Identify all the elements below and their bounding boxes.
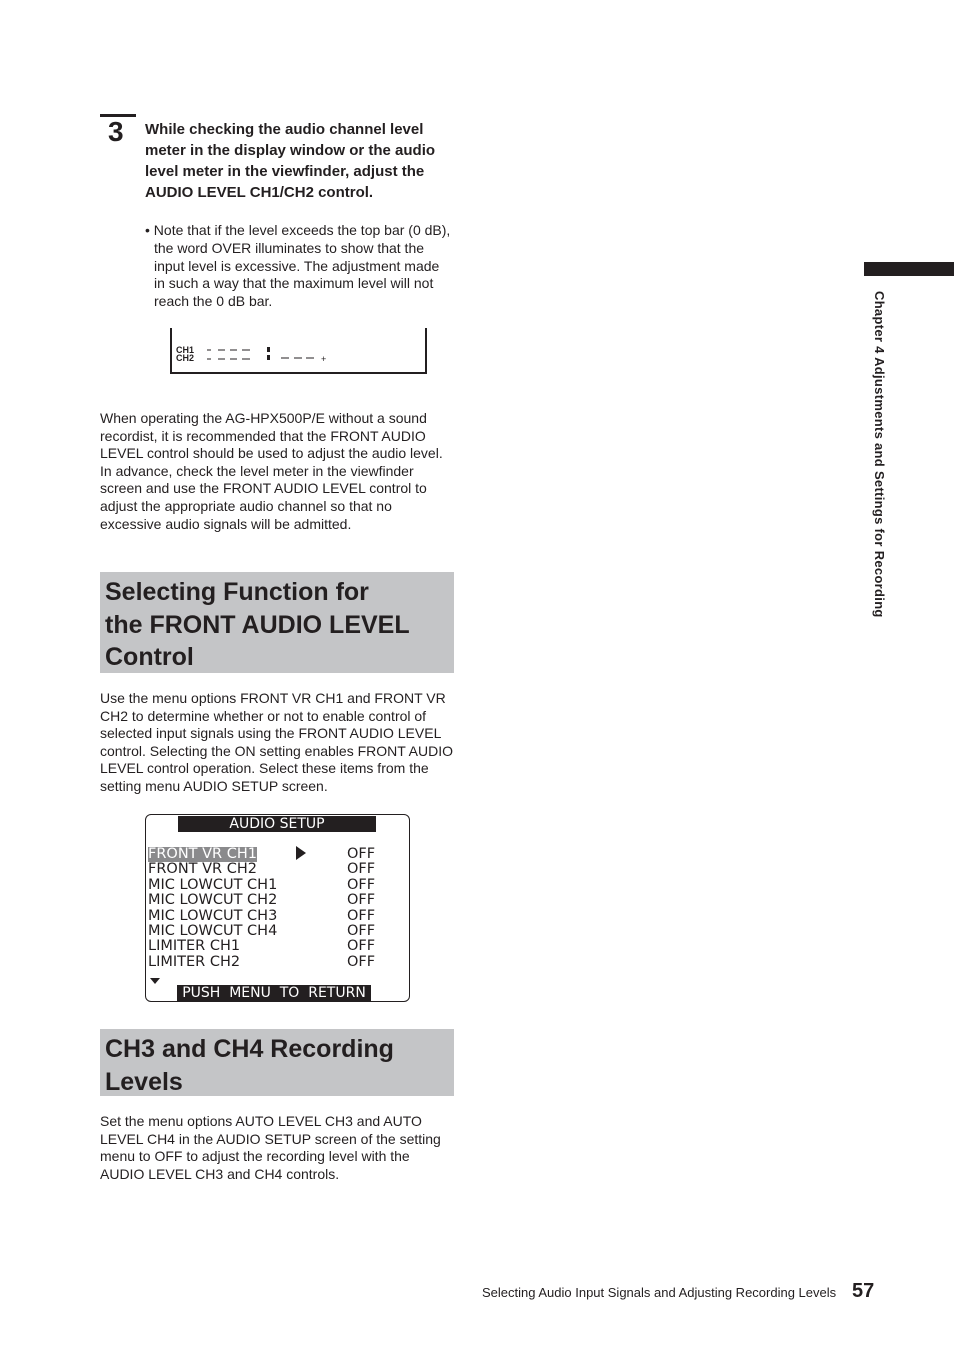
scroll-down-icon	[150, 978, 160, 984]
meter-ch1-label: CH1	[176, 345, 195, 355]
menu-item-label: MIC LOWCUT CH1	[148, 876, 278, 893]
menu-row[interactable]	[148, 939, 403, 954]
section2-title	[105, 1033, 449, 1098]
menu-item-value: OFF	[347, 846, 376, 862]
menu-item-label: MIC LOWCUT CH3	[148, 907, 278, 924]
menu-item-value: OFF	[347, 892, 376, 909]
menu-item-label: FRONT VR CH2	[148, 861, 257, 878]
menu-row[interactable]	[148, 893, 403, 908]
section-heading-ch3-ch4	[100, 1029, 454, 1096]
menu-row[interactable]	[148, 878, 403, 893]
meter-plus-mark: +	[321, 354, 327, 364]
level-meter-display	[170, 328, 427, 374]
audio-setup-menu-screen	[145, 814, 410, 1002]
chapter-tab-marker	[864, 262, 954, 276]
menu-item-label: LIMITER CH2	[148, 953, 241, 970]
ch3-ch4-paragraph: Set the menu options AUTO LEVEL CH3 and AUTO LEVEL CH4 in the AUDIO SETUP screen of the setting menu to OFF to adjust the recording level with the AUDIO LEVEL CH3 and CH4 controls.	[100, 1113, 441, 1182]
menu-title: AUDIO SETUP	[178, 816, 376, 832]
menu-row[interactable]	[148, 909, 403, 924]
menu-item-value: OFF	[347, 907, 376, 924]
chapter-side-label: Chapter 4 Adjustments and Settings for Recording	[872, 291, 887, 618]
section1-title	[105, 576, 449, 674]
intro-paragraph: When operating the AG-HPX500P/E without a sound recordist, it is recommended that the FRONT AUDIO LEVEL control should be used to adjust the audio level. In advance, check the level meter in the viewfinder screen and use the FRONT AUDIO LEVEL control to adjust the appropriate audio channel so that no excessive audio signals will be admitted.	[100, 410, 443, 532]
page-number: 57	[852, 1280, 875, 1302]
step-note: • Note that if the level exceeds the top bar (0 dB), the word OVER illuminates to show that the input level is excessive. The adjustment made in such a way that the maximum level will not reach the 0 dB bar.	[145, 222, 451, 310]
section2-title-line1: CH3 and CH4 Recording	[105, 1035, 394, 1063]
step-number: 3	[108, 116, 124, 147]
menu-item-value: OFF	[347, 861, 376, 878]
step-heading: While checking the audio channel level meter in the display window or the audio level meter in the viewfinder, adjust the AUDIO LEVEL CH1/CH2 control.	[145, 121, 436, 201]
menu-item-value: OFF	[347, 876, 376, 893]
page-footer-title: Selecting Audio Input Signals and Adjusting Recording Levels	[482, 1285, 837, 1300]
front-audio-paragraph: Use the menu options FRONT VR CH1 and FRONT VR CH2 to determine whether or not to enable control of selected input signals using the FRONT AUDIO LEVEL control. Selecting the ON setting enables FRONT AUDIO LEVEL control operation. Select these items from the setting menu AUDIO SETUP screen.	[100, 690, 454, 794]
menu-item-label: MIC LOWCUT CH4	[148, 923, 278, 939]
menu-item-label: MIC LOWCUT CH2	[148, 892, 278, 909]
menu-item-value: OFF	[347, 938, 376, 955]
section1-title-line1: Selecting Function for	[105, 578, 369, 606]
menu-item-value: OFF	[347, 953, 376, 970]
section2-title-line2: Levels	[105, 1067, 183, 1096]
menu-item-label: LIMITER CH1	[148, 938, 241, 955]
menu-item-value: OFF	[347, 923, 376, 939]
menu-footer: PUSH MENU TO RETURN	[177, 985, 371, 1001]
menu-row[interactable]	[148, 847, 403, 862]
section1-title-line3: Control	[105, 643, 194, 671]
menu-row[interactable]	[148, 955, 403, 970]
section1-title-line2: the FRONT AUDIO LEVEL	[105, 610, 410, 639]
meter-bars-graphic	[202, 344, 332, 364]
meter-ch2-label: CH2	[176, 353, 195, 363]
menu-item-label: FRONT VR CH1	[148, 846, 257, 862]
menu-row[interactable]	[148, 924, 403, 939]
section-heading-front-audio	[100, 572, 454, 673]
menu-row[interactable]	[148, 862, 403, 877]
